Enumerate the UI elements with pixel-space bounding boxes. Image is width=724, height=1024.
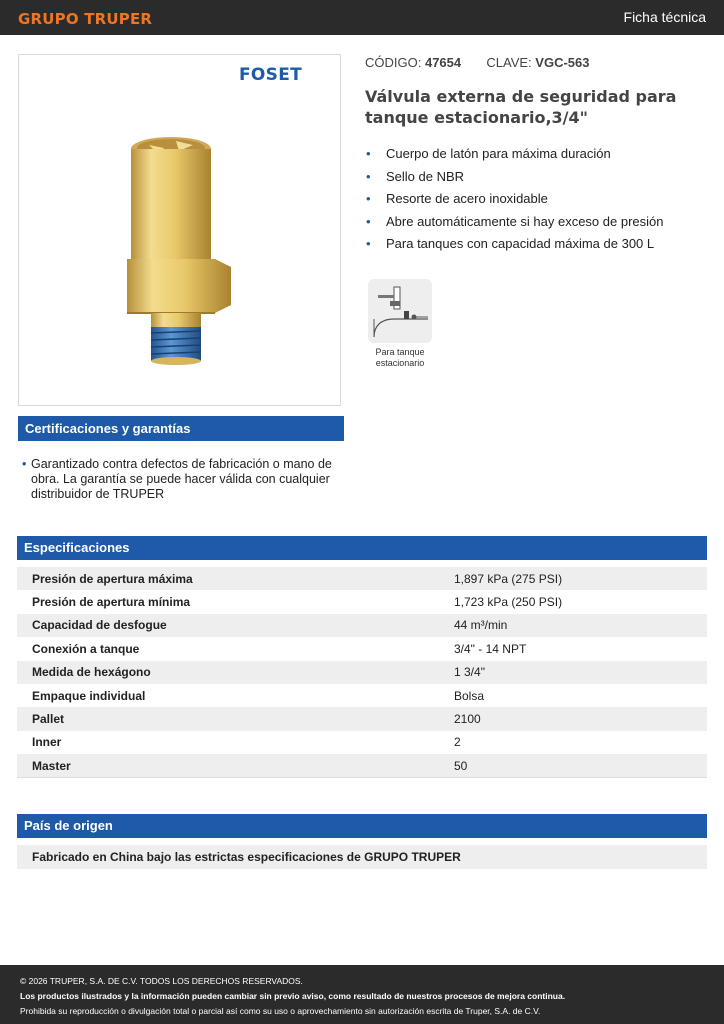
list-item: • Abre automáticamente si hay exceso de presión <box>366 213 664 236</box>
spec-label: Pallet <box>32 712 65 727</box>
spec-label: Presión de apertura máxima <box>32 571 193 586</box>
key-label: CLAVE: <box>486 55 532 70</box>
spec-value: 2100 <box>454 712 481 727</box>
footer-prohibition: Prohibida su reproducción o divulgación total o parcial así como su uso o aprovechamiento sin autorización escrita de Truper, S.A. de C.V. <box>20 1006 541 1016</box>
table-row <box>17 567 707 590</box>
spec-value: 1,897 kPa (275 PSI) <box>454 571 563 586</box>
product-key: VGC-563 <box>535 55 590 70</box>
footer-notice: Los productos ilustrados y la información pueden cambiar sin previo aviso, como resultado de nuestros procesos de mejora continua. <box>20 991 566 1001</box>
spec-label: Conexión a tanque <box>32 641 140 656</box>
origin-text: Fabricado en China bajo las estrictas especificaciones de GRUPO TRUPER <box>17 845 707 869</box>
spec-value: Bolsa <box>454 688 485 703</box>
feature-list <box>366 145 664 258</box>
table-row <box>17 731 707 754</box>
footer <box>0 965 724 1024</box>
spec-value: 2 <box>454 735 461 750</box>
spec-value: 3/4" - 14 NPT <box>454 641 527 656</box>
top-bar <box>0 0 724 35</box>
spec-label: Medida de hexágono <box>32 665 151 680</box>
product-title: Válvula externa de seguridad para tanque estacionario,3/4" <box>365 87 677 127</box>
table-row <box>17 754 707 777</box>
brand-logo: GRUPO TRUPER <box>18 10 153 28</box>
product-codes <box>365 55 589 70</box>
spec-value: 1,723 kPa (250 PSI) <box>454 595 563 610</box>
list-item: • Cuerpo de latón para máxima duración <box>366 145 664 168</box>
origin-heading: País de origen <box>17 814 707 838</box>
use-icon-caption: Para tanque estacionario <box>375 347 425 368</box>
spec-label: Inner <box>32 735 62 750</box>
spec-value: 1 3/4" <box>454 665 485 680</box>
footer-copyright: © 2026 TRUPER, S.A. DE C.V. TODOS LOS DERECHOS RESERVADOS. <box>20 976 303 986</box>
document-type: Ficha técnica <box>623 9 706 25</box>
table-row <box>17 661 707 684</box>
spec-label: Master <box>32 758 71 773</box>
code-label: CÓDIGO: <box>365 55 422 70</box>
table-row <box>17 590 707 613</box>
table-divider <box>17 777 707 778</box>
product-code: 47654 <box>424 55 462 70</box>
specifications-table <box>17 567 707 778</box>
table-row <box>17 637 707 660</box>
table-row <box>17 614 707 637</box>
list-item: • Para tanques con capacidad máxima de 300 L <box>366 235 664 258</box>
spec-label: Capacidad de desfogue <box>32 618 167 633</box>
certifications-heading: Certificaciones y garantías <box>18 416 344 441</box>
specifications-heading: Especificaciones <box>17 536 707 560</box>
table-row <box>17 707 707 730</box>
foset-logo: FOSET <box>239 65 303 85</box>
stationary-tank-icon <box>368 279 432 343</box>
spec-value: 50 <box>454 758 468 773</box>
certifications-text: • Garantizado contra defectos de fabricación o mano de obra. La garantía se puede hacer válida con cualquier distribuidor de TRUPER <box>22 457 342 502</box>
spec-value: 44 m³/min <box>454 618 508 633</box>
spec-label: Empaque individual <box>32 688 146 703</box>
valve-image <box>119 135 239 425</box>
list-item: • Sello de NBR <box>366 168 664 191</box>
spec-label: Presión de apertura mínima <box>32 595 191 610</box>
table-row <box>17 684 707 707</box>
product-image-frame <box>18 54 341 406</box>
list-item: • Resorte de acero inoxidable <box>366 190 664 213</box>
